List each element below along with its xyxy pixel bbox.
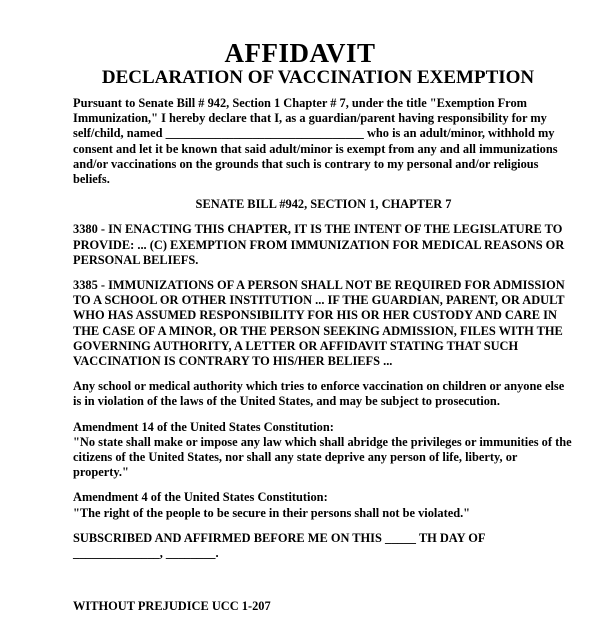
bill-heading: SENATE BILL #942, SECTION 1, CHAPTER 7: [195, 197, 452, 212]
intro-paragraph: Pursuant to Senate Bill # 942, Section 1 Chapter # 7, under the title "Exemption From Immunization," I hereby declare that I, as a guardian/parent having responsibility for my self/child, named ________________________________ who is an adult/minor, withhold my consent and let it be known that said adult/minor is exempt from any and all immunizations and/or vaccinations on the grounds that such is contrary to my personal and/or religious beliefs.: [73, 96, 558, 187]
amendment-14-heading: Amendment 14 of the United States Constitution:: [73, 419, 334, 434]
spacer: [73, 571, 574, 599]
amendment-4-block: [73, 490, 574, 520]
subscribed-line: SUBSCRIBED AND AFFIRMED BEFORE ME ON THIS _____ TH DAY OF ______________, ________.: [73, 530, 485, 561]
amendment-4-text: "The right of the people to be secure in their persons shall not be violated.": [73, 505, 471, 520]
footer-line: WITHOUT PREJUDICE UCC 1-207: [73, 599, 271, 614]
document-subtitle: DECLARATION OF VACCINATION EXEMPTION: [101, 67, 535, 88]
enforcement-paragraph: Any school or medical authority which tries to enforce vaccination on children or anyone else is in violation of the laws of the United States, and may be subject to prosecution.: [73, 379, 565, 409]
document-body: [73, 96, 574, 624]
amendment-14-text: "No state shall make or impose any law which shall abridge the privileges or immunities of the citizens of the United States, nor shall any state deprive any person of life, liberty, or property.": [73, 434, 572, 480]
amendment-14-block: [73, 420, 574, 481]
section-3380: 3380 - IN ENACTING THIS CHAPTER, IT IS THE INTENT OF THE LEGISLATURE TO PROVIDE: ... (C) EXEMPTION FROM IMMUNIZATION FOR MEDICAL REASONS OR PERSONAL BELIEFS.: [73, 222, 565, 267]
amendment-4-heading: Amendment 4 of the United States Constitution:: [73, 490, 328, 505]
document-title: AFFIDAVIT: [224, 38, 376, 68]
section-3385: 3385 - IMMUNIZATIONS OF A PERSON SHALL NOT BE REQUIRED FOR ADMISSION TO A SCHOOL OR OTHER INSTITUTION ... IF THE GUARDIAN, PARENT, OR ADULT WHO HAS ASSUMED RESPONSIBILITY FOR HIS OR HER CUSTODY AND CARE IN THE CASE OF A MINOR, OR THE PERSON SEEKING ADMISSION, FILES WITH THE GOVERNING AUTHORITY, A LETTER OR AFFIDAVIT STATING THAT SUCH VACCINATION IS CONTRARY TO HIS/HER BELIEFS ...: [73, 278, 565, 369]
